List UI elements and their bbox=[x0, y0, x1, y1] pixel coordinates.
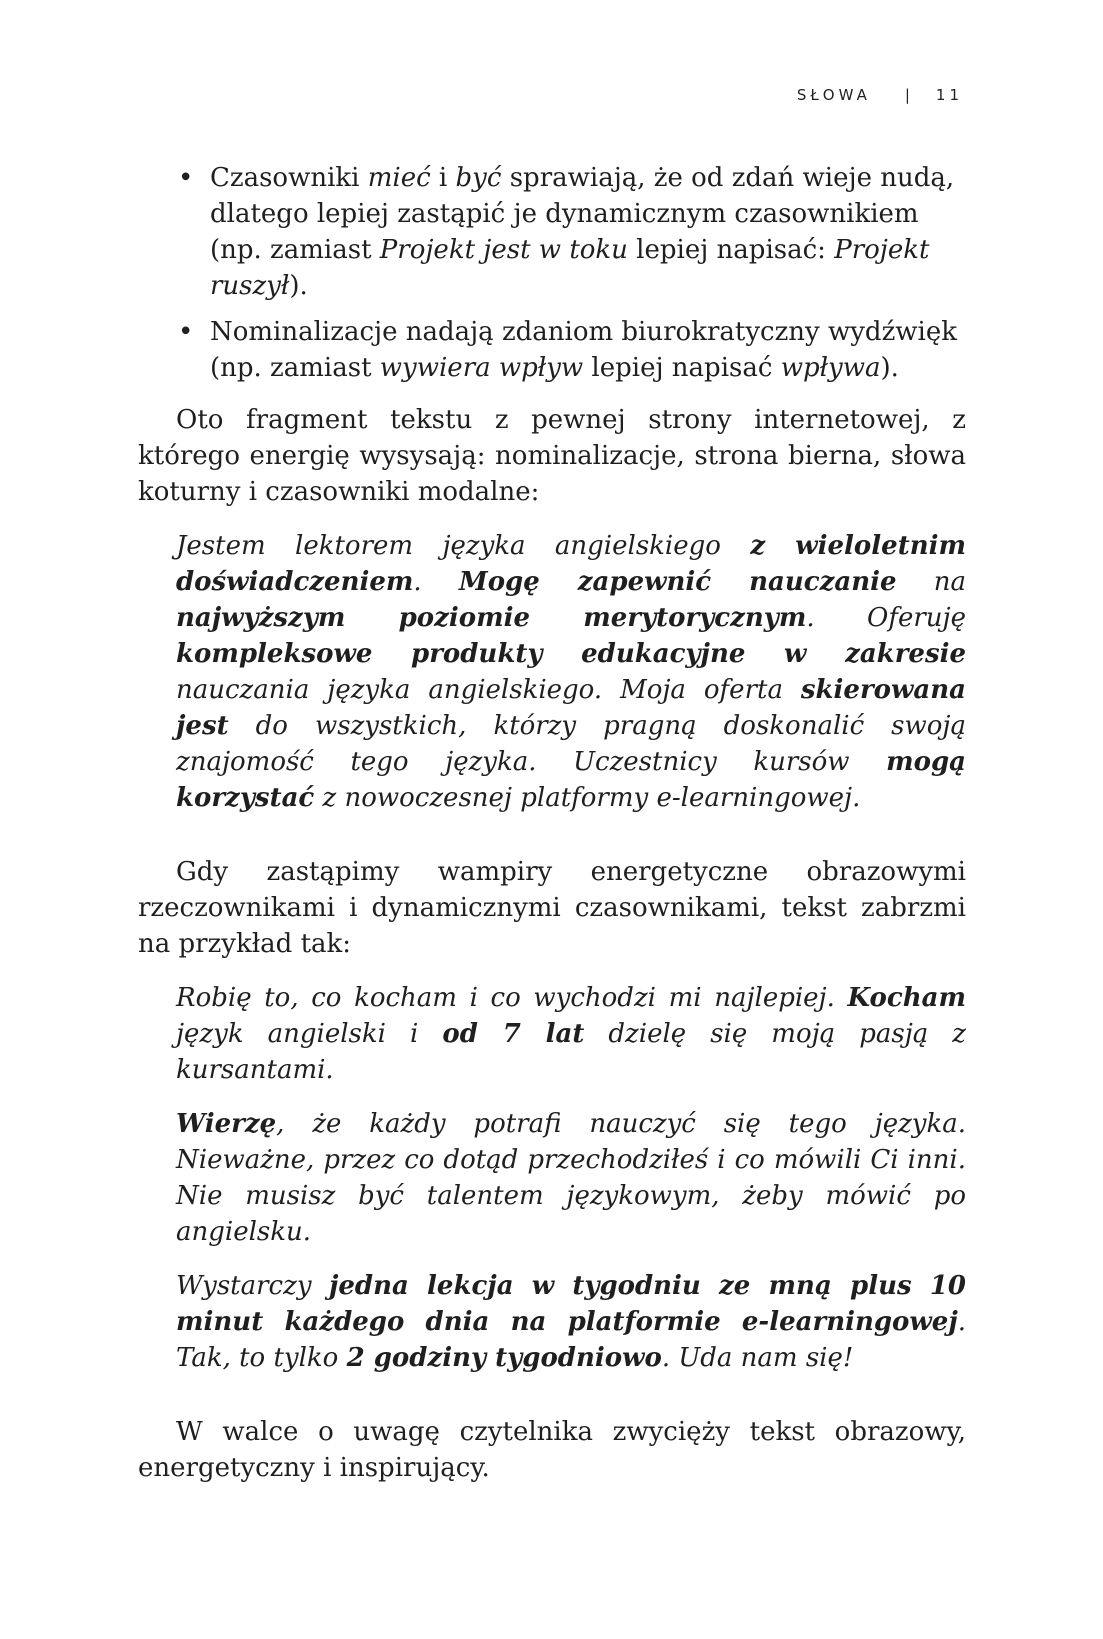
text-run: wpływa bbox=[780, 353, 881, 383]
bullet-list bbox=[138, 160, 966, 386]
example-quote-after-3 bbox=[138, 1268, 966, 1376]
text-run: 2 godziny tygodniowo bbox=[346, 1343, 662, 1373]
closing-paragraph: W walce o uwagę czytelnika zwycięży tekst obrazowy, energetyczny i inspirujący. bbox=[138, 1417, 966, 1483]
list-item bbox=[138, 314, 966, 386]
text-run: język angielski i bbox=[176, 1019, 443, 1049]
text-run: lepiej napisać bbox=[583, 353, 781, 383]
text-run: być bbox=[455, 163, 502, 193]
text-run: z wieloletnim doświadczeniem bbox=[176, 531, 966, 597]
text-run: . Uda nam się! bbox=[661, 1343, 854, 1373]
text-run: Nominalizacje nadają zdaniom biurokratyczny wydźwięk (np. zamiast bbox=[210, 317, 957, 383]
text-run: i bbox=[430, 163, 456, 193]
text-run: Jestem lektorem języka angielskiego bbox=[176, 531, 751, 561]
text-run: wywiera wpływ bbox=[379, 353, 584, 383]
transition-paragraph: Gdy zastąpimy wampiry energetyczne obrazowymi rzeczownikami i dynamicznymi czasownikami, tekst zabrzmi na przykład tak: bbox=[138, 857, 966, 959]
text-run: Projekt jest w toku bbox=[379, 235, 628, 265]
text-run: mogą korzystać bbox=[176, 747, 966, 813]
text-run: , że każdy potrafi nauczyć się tego języka. Nieważne, przez co dotąd przechodziłeś i co mówili Ci inni. Nie musisz być talentem językowym, żeby mówić po angielsku. bbox=[176, 1109, 966, 1247]
text-run: Mogę zapewnić nauczanie bbox=[458, 567, 897, 597]
text-run: dzielę się moją pasją z kursantami. bbox=[176, 1019, 966, 1085]
example-quote-before bbox=[138, 528, 966, 816]
text-run: od 7 lat bbox=[442, 1019, 585, 1049]
text-run: Czasowniki bbox=[210, 163, 368, 193]
page-body bbox=[138, 160, 966, 1504]
text-run: Robię to, co kocham i co wychodzi mi najlepiej. bbox=[176, 983, 848, 1013]
list-item bbox=[138, 160, 966, 304]
text-run: Kocham bbox=[847, 983, 966, 1013]
text-run: ). bbox=[289, 271, 308, 301]
running-head bbox=[797, 86, 963, 104]
text-run: mieć bbox=[367, 163, 431, 193]
text-run: najwyższym poziomie merytorycznym bbox=[176, 603, 807, 633]
text-run: ). bbox=[880, 353, 899, 383]
text-run: lepiej napisać: bbox=[627, 235, 835, 265]
text-run: na bbox=[896, 567, 966, 597]
text-run: Projekt ruszył bbox=[210, 235, 930, 301]
page-number: 11 bbox=[935, 86, 963, 104]
text-run: . Oferuję bbox=[806, 603, 966, 633]
text-run: do wszystkich, którzy pragną doskonalić swoją znajomość tego języka. Uczestnicy kursów bbox=[176, 711, 966, 777]
text-run: skierowana jest bbox=[176, 675, 966, 741]
section-title: SŁOWA bbox=[796, 86, 871, 104]
example-quote-after-1 bbox=[138, 980, 966, 1088]
text-run: kompleksowe produkty edukacyjne w zakresie bbox=[176, 639, 966, 669]
text-run: z nowoczesnej platformy e-learningowej. bbox=[314, 783, 861, 813]
example-quote-after-2 bbox=[138, 1106, 966, 1250]
text-run: Wystarczy bbox=[176, 1271, 329, 1301]
text-run: Wierzę bbox=[176, 1109, 277, 1139]
text-run: . Tak, to tylko bbox=[176, 1307, 966, 1373]
header-separator: | bbox=[904, 86, 914, 104]
text-run: . bbox=[413, 567, 459, 597]
text-run: sprawiają, że od zdań wieje nudą, dlatego lepiej zastąpić je dynamicznym czasownikiem (np. zamiast bbox=[210, 163, 955, 265]
text-run: nauczania języka angielskiego. Moja oferta bbox=[176, 675, 801, 705]
text-run: jedna lekcja w tygodniu ze mną plus 10 minut każdego dnia na platformie e-learningowej bbox=[176, 1271, 966, 1337]
intro-paragraph: Oto fragment tekstu z pewnej strony internetowej, z którego energię wysysają: nominalizacje, strona bierna, słowa koturny i czasowniki modalne: bbox=[138, 405, 966, 507]
